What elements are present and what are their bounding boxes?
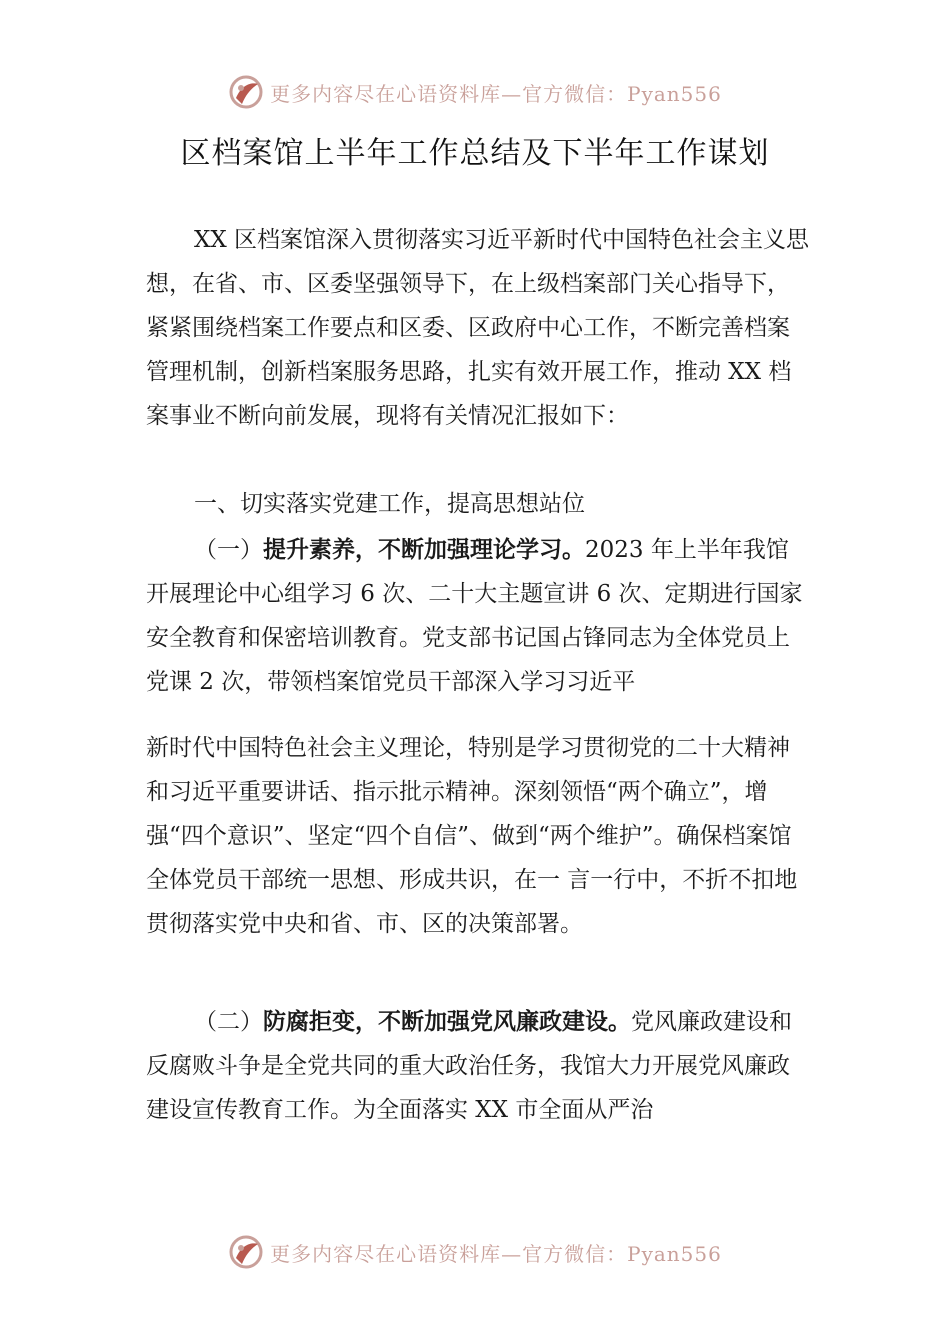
watermark-banner-top bbox=[0, 72, 950, 112]
item2-text: 党风廉政建设和反腐败斗争是全党共同的重大政治任务，我馆大力开展党风廉政建设宣传教育工作。为全面落实 XX 市全面从严治 bbox=[146, 1009, 792, 1123]
item2-bold-heading: 防腐拒变，不断加强党风廉政建设。 bbox=[263, 1009, 631, 1035]
item1-bold-heading: 提升素养，不断加强理论学习。 bbox=[263, 537, 585, 563]
section-heading: 一、切实落实党建工作，提高思想站位 bbox=[194, 491, 585, 517]
item1-continuation: 新时代中国特色社会主义理论，特别是学习贯彻党的二十大精神和习近平重要讲话、指示批示精神。深刻领悟“两个确立”，增强“四个意识”、坚定“四个自信”、做到“两个维护”。确保档案馆全体党员干部统一思想、形成共识，在一 言一行中，不折不扣地贯彻落实党中央和省、市、区的决策部署。 bbox=[146, 735, 798, 937]
watermark-text: 更多内容尽在心语资料库—官方微信：Pyan556 bbox=[270, 81, 722, 106]
item2-prefix: （二） bbox=[194, 1009, 263, 1035]
watermark-banner-bottom bbox=[0, 1232, 950, 1272]
logo-icon bbox=[228, 1234, 264, 1270]
logo-icon bbox=[228, 74, 264, 110]
document-title: 区档案馆上半年工作总结及下半年工作谋划 bbox=[180, 136, 770, 171]
item1-paragraph bbox=[146, 528, 810, 704]
item2-paragraph bbox=[146, 1000, 810, 1132]
item1-prefix: （一） bbox=[194, 537, 263, 563]
item1-text: 2023 年上半年我馆开展理论中心组学习 6 次、二十大主题宣讲 6 次、定期进行国家安全教育和保密培训教育。党支部书记国占锋同志为全体党员上党课 2 次，带领档案馆党员干部深入学习习近平 bbox=[146, 537, 803, 695]
intro-paragraph: XX 区档案馆深入贯彻落实习近平新时代中国特色社会主义思想，在省、市、区委坚强领导下，在上级档案部门关心指导下，紧紧围绕档案工作要点和区委、区政府中心工作，不断完善档案管理机制，创新档案服务思路，扎实有效开展工作，推动 XX 档案事业不断向前发展，现将有关情况汇报如下： bbox=[146, 227, 810, 429]
watermark-text: 更多内容尽在心语资料库—官方微信：Pyan556 bbox=[270, 1241, 722, 1266]
